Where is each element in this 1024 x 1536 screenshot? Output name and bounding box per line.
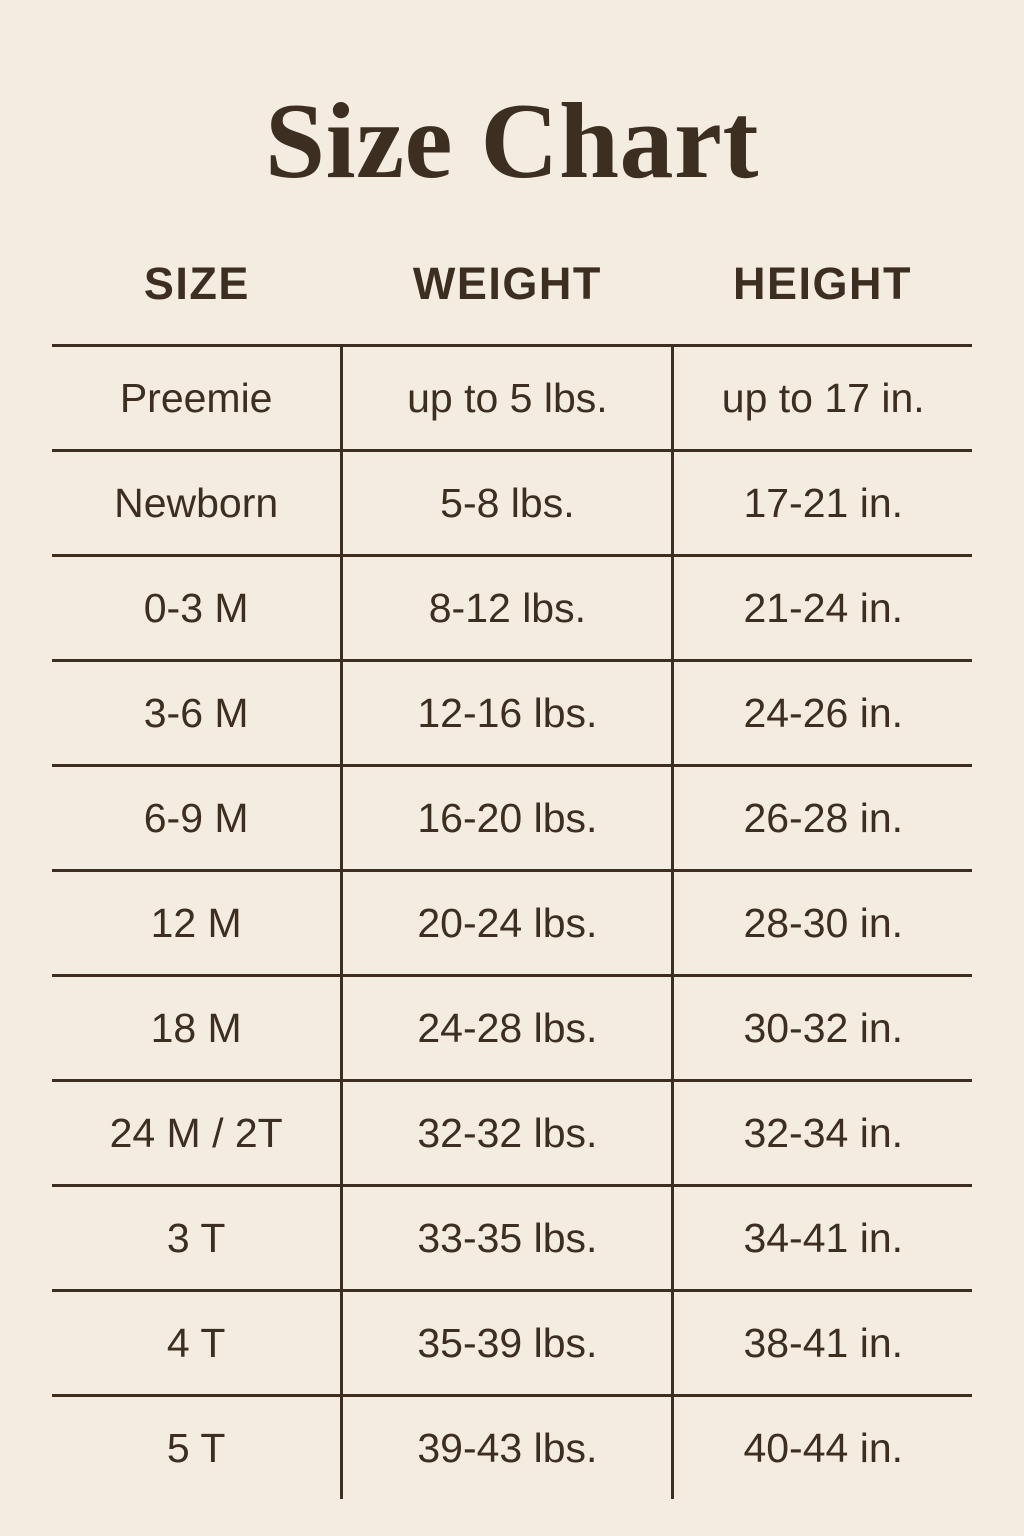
column-header-weight: WEIGHT xyxy=(342,258,673,346)
cell-weight: 24-28 lbs. xyxy=(342,976,673,1081)
cell-height: 32-34 in. xyxy=(673,1081,972,1186)
cell-height: 40-44 in. xyxy=(743,1424,904,1471)
cell-size: 3-6 M xyxy=(52,661,342,766)
cell-height: 24-26 in. xyxy=(673,661,972,766)
table-row xyxy=(52,556,972,661)
cell-height: 28-30 in. xyxy=(673,871,972,976)
table-row xyxy=(52,451,972,556)
cell-height: 34-41 in. xyxy=(673,1186,972,1291)
cell-height: 26-28 in. xyxy=(673,766,972,871)
column-header-height: HEIGHT xyxy=(673,258,972,346)
cell-weight: 39-43 lbs. xyxy=(342,1396,673,1500)
cell-height: 38-41 in. xyxy=(673,1291,972,1396)
cell-weight: 8-12 lbs. xyxy=(342,556,673,661)
cell-height: up to 17 in. xyxy=(673,346,972,451)
table-row xyxy=(52,766,972,871)
cell-weight: 12-16 lbs. xyxy=(342,661,673,766)
cell-size: 4 T xyxy=(52,1291,342,1396)
cell-weight: 20-24 lbs. xyxy=(342,871,673,976)
cell-size: 3 T xyxy=(52,1186,342,1291)
cell-size: 6-9 M xyxy=(52,766,342,871)
cell-height: 30-32 in. xyxy=(673,976,972,1081)
table-body xyxy=(52,346,972,1500)
table-row xyxy=(52,346,972,451)
cell-weight: 33-35 lbs. xyxy=(342,1186,673,1291)
column-header-size: SIZE xyxy=(52,258,342,346)
table-row xyxy=(52,871,972,976)
cell-weight: 35-39 lbs. xyxy=(342,1291,673,1396)
cell-size: Newborn xyxy=(52,451,342,556)
cell-weight: up to 5 lbs. xyxy=(342,346,673,451)
page-title: Size Chart xyxy=(265,82,759,201)
cell-height: 17-21 in. xyxy=(673,451,972,556)
table-row xyxy=(52,976,972,1081)
cell-height: 21-24 in. xyxy=(673,556,972,661)
cell-size: 24 M / 2T xyxy=(52,1081,342,1186)
table-row xyxy=(52,1396,972,1500)
cell-weight: 5-8 lbs. xyxy=(342,451,673,556)
table-row xyxy=(52,661,972,766)
cell-size: 0-3 M xyxy=(52,556,342,661)
cell-size: Preemie xyxy=(52,346,342,451)
table-header-row xyxy=(52,258,972,346)
cell-size: 18 M xyxy=(52,976,342,1081)
cell-size: 5 T xyxy=(52,1396,342,1500)
table-header xyxy=(52,258,972,346)
table-row xyxy=(52,1291,972,1396)
cell-weight: 32-32 lbs. xyxy=(342,1081,673,1186)
cell-weight: 16-20 lbs. xyxy=(342,766,673,871)
cell-size: 12 M xyxy=(52,871,342,976)
size-chart-table xyxy=(52,258,972,1499)
table-row xyxy=(52,1186,972,1291)
table-row xyxy=(52,1081,972,1186)
